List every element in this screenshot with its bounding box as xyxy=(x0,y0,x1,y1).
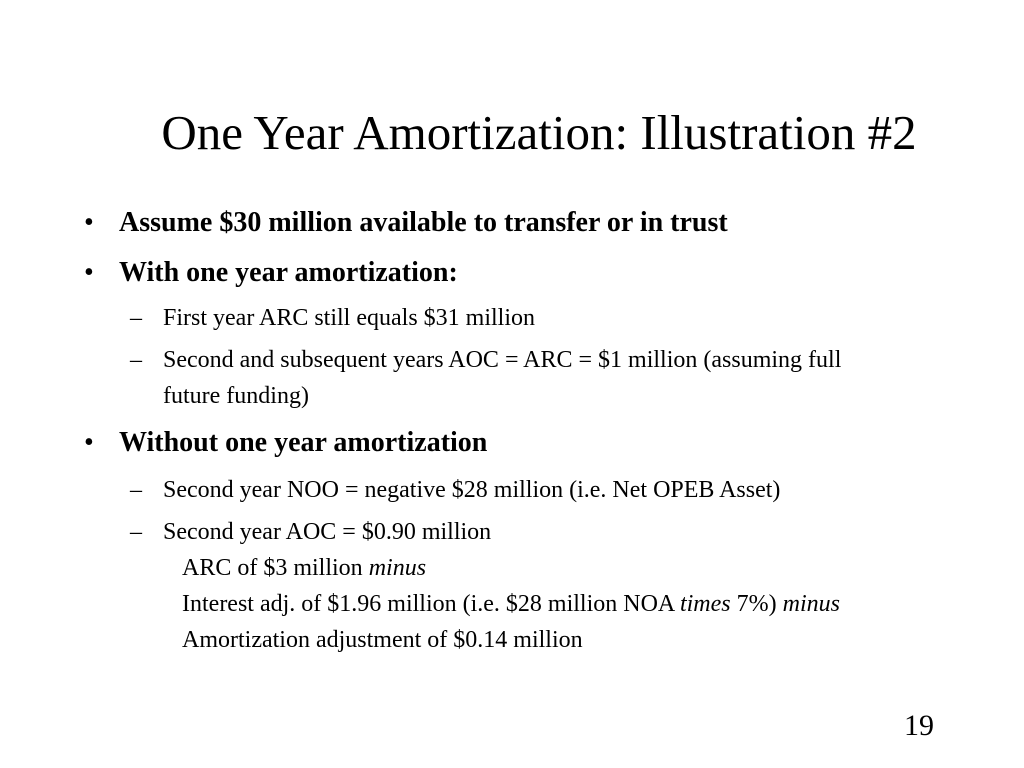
bullet-marker: • xyxy=(84,257,94,288)
bullet-text: Without one year amortization xyxy=(119,427,488,458)
sub-item xyxy=(130,514,491,550)
detail-text: Amortization adjustment of $0.14 million xyxy=(182,627,583,653)
detail-line xyxy=(182,622,583,658)
bullet-item xyxy=(84,425,487,461)
sub-item xyxy=(130,472,780,508)
detail-line xyxy=(182,550,426,586)
bullet-text: Assume $30 million available to transfer or in trust xyxy=(119,207,728,238)
detail-emphasis: times xyxy=(679,591,731,617)
bullet-marker: • xyxy=(84,427,94,458)
detail-emphasis: minus xyxy=(368,555,427,581)
page-number: 19 xyxy=(904,709,934,742)
bullet-text: With one year amortization: xyxy=(119,257,458,288)
dash-marker: – xyxy=(130,477,142,503)
sub-item xyxy=(130,342,841,378)
dash-marker: – xyxy=(130,305,142,331)
detail-text-after: 7%) xyxy=(730,591,783,617)
detail-text: ARC of $3 million xyxy=(182,555,369,581)
slide-title: One Year Amortization: Illustration #2 xyxy=(161,105,917,160)
bullet-marker: • xyxy=(84,207,94,238)
sub-item-text: Second and subsequent years AOC = ARC = $1 million (assuming full xyxy=(163,347,842,373)
sub-item-text: Second year AOC = $0.90 million xyxy=(163,519,492,545)
bullet-item xyxy=(84,205,728,241)
detail-emphasis: minus xyxy=(782,591,840,617)
sub-item-text: Second year NOO = negative $28 million (i.e. Net OPEB Asset) xyxy=(163,477,781,503)
detail-text: Interest adj. of $1.96 million (i.e. $28 million NOA xyxy=(182,591,680,617)
dash-marker: – xyxy=(130,519,142,545)
sub-item xyxy=(130,300,535,336)
detail-line xyxy=(182,586,840,622)
bullet-item xyxy=(84,255,458,291)
sub-item-continuation: future funding) xyxy=(163,383,309,409)
dash-marker: – xyxy=(130,347,142,373)
sub-item-text: First year ARC still equals $31 million xyxy=(163,305,535,331)
